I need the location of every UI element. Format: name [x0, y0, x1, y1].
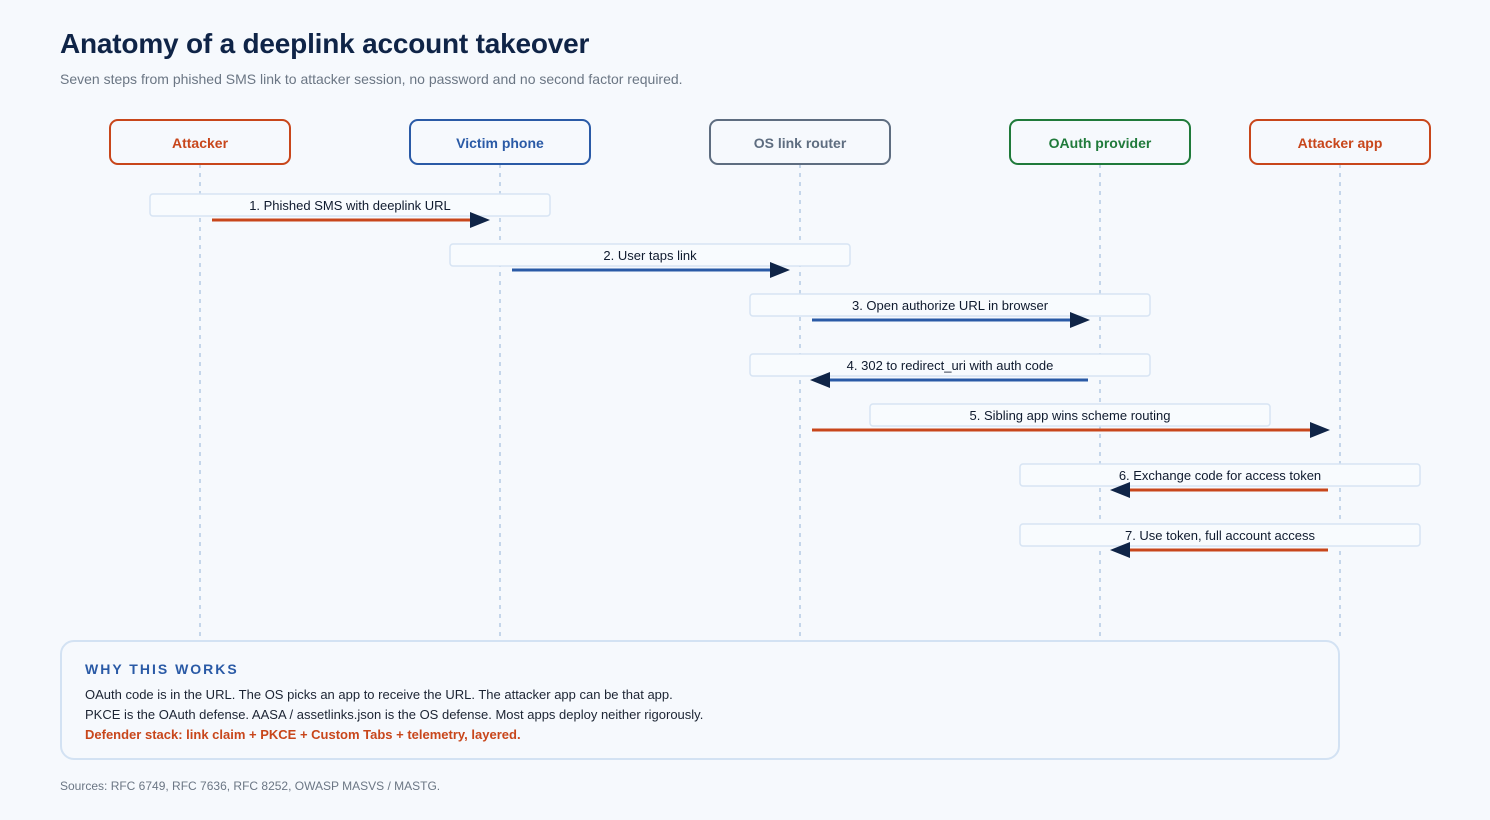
actor-attacker: [110, 120, 290, 164]
actor-row: [110, 120, 1430, 164]
why-this-works-panel: [60, 640, 1340, 760]
lifelines: [200, 164, 1340, 640]
message-label: 2. User taps link: [603, 248, 697, 263]
message-list: [150, 194, 1420, 558]
message-step-2: [450, 244, 850, 278]
sources-footnote: Sources: RFC 6749, RFC 7636, RFC 8252, OWASP MASVS / MASTG.: [60, 779, 441, 793]
message-step-7: [1020, 524, 1420, 558]
actor-victim: [410, 120, 590, 164]
actor-label-attacker: Attacker: [171, 135, 229, 151]
message-label: 7. Use token, full account access: [1124, 528, 1316, 543]
message-step-5: [812, 404, 1330, 438]
message-step-1: [150, 194, 550, 228]
message-label: 3. Open authorize URL in browser: [851, 298, 1049, 313]
actor-router: [710, 120, 890, 164]
actor-label-router: OS link router: [753, 135, 847, 151]
panel-line-oauth-code: OAuth code is in the URL. The OS picks an app to receive the URL. The attacker app can be that app.: [85, 687, 673, 702]
message-label: 5. Sibling app wins scheme routing: [969, 408, 1171, 423]
panel-line-pkce: PKCE is the OAuth defense. AASA / assetlinks.json is the OS defense. Most apps deploy neither rigorously.: [85, 707, 704, 722]
message-step-3: [750, 294, 1150, 328]
actor-label-oauth: OAuth provider: [1048, 135, 1152, 151]
actor-label-victim: Victim phone: [456, 135, 544, 151]
actor-attacker-app: [1250, 120, 1430, 164]
message-label: 1. Phished SMS with deeplink URL: [249, 198, 451, 213]
message-step-4: [750, 354, 1150, 388]
message-label: 4. 302 to redirect_uri with auth code: [846, 358, 1054, 373]
message-arrowhead: [1310, 422, 1330, 438]
actor-oauth: [1010, 120, 1190, 164]
message-step-6: [1020, 464, 1420, 498]
page-title: Anatomy of a deeplink account takeover: [60, 28, 590, 59]
actor-label-attacker-app: Attacker app: [1297, 135, 1383, 151]
page-subtitle: Seven steps from phished SMS link to attacker session, no password and no second factor required.: [60, 71, 683, 87]
panel-line-defender-stack: Defender stack: link claim + PKCE + Custom Tabs + telemetry, layered.: [85, 727, 521, 742]
panel-heading: WHY THIS WORKS: [85, 661, 239, 677]
message-label: 6. Exchange code for access token: [1118, 468, 1322, 483]
